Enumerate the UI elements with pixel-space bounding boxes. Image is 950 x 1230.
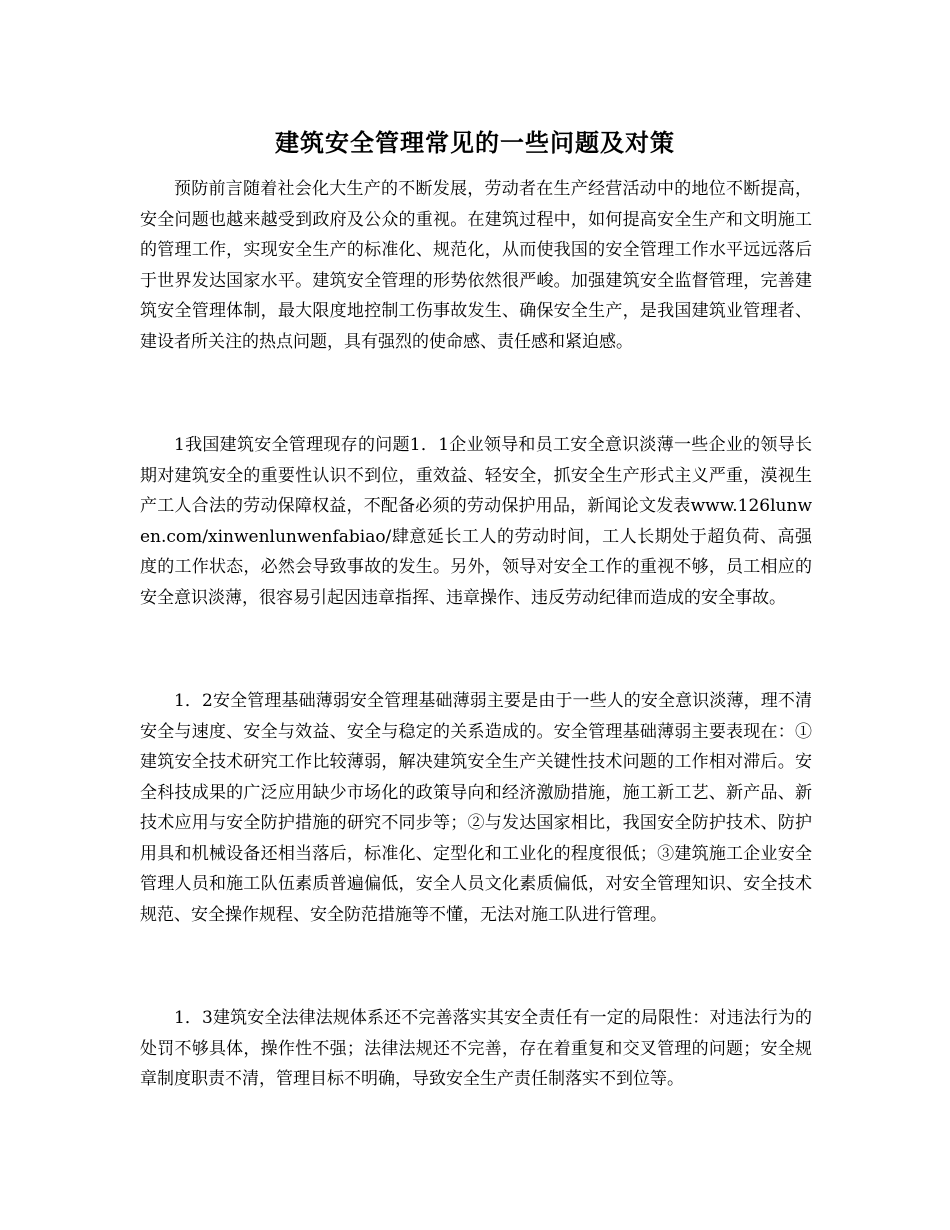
paragraph-section-1-1: 1我国建筑安全管理现存的问题1．1企业领导和员工安全意识淡薄一些企业的领导长期对建筑安全的重要性认识不到位，重效益、轻安全，抓安全生产形式主义严重，漠视生产工人合法的劳动保障权益，不配备必须的劳动保护用品，新闻论文发表www.126lunwen.com/xinwenlunwenfabiao/肆意延长工人的劳动时间，工人长期处于超负荷、高强度的工作状态，必然会导致事故的发生。另外，领导对安全工作的重视不够，员工相应的安全意识淡薄，很容易引起因违章指挥、违章操作、违反劳动纪律而造成的安全事故。: [140, 435, 812, 608]
paragraph-section-1-3: 1．3建筑安全法律法规体系还不完善落实其安全责任有一定的局限性：对违法行为的处罚不够具体，操作性不强；法律法规还不完善，存在着重复和交叉管理的问题；安全规章制度职责不清，管理目标不明确，导致安全生产责任制落实不到位等。: [140, 1008, 812, 1089]
paragraph-section-1-2: 1．2安全管理基础薄弱安全管理基础薄弱主要是由于一些人的安全意识淡薄，理不清安全与速度、安全与效益、安全与稳定的关系造成的。安全管理基础薄弱主要表现在：①建筑安全技术研究工作比较薄弱，解决建筑安全生产关键性技术问题的工作相对滞后。安全科技成果的广泛应用缺少市场化的政策导向和经济激励措施，施工新工艺、新产品、新技术应用与安全防护措施的研究不同步等；②与发达国家相比，我国安全防护技术、防护用具和机械设备还相当落后，标准化、定型化和工业化的程度很低；③建筑施工企业安全管理人员和施工队伍素质普遍偏低，安全人员文化素质偏低，对安全管理知识、安全技术规范、安全操作规程、安全防范措施等不懂，无法对施工队进行管理。: [140, 691, 812, 925]
paragraph-preface: 预防前言随着社会化大生产的不断发展，劳动者在生产经营活动中的地位不断提高，安全问题也越来越受到政府及公众的重视。在建筑过程中，如何提高安全生产和文明施工的管理工作，实现安全生产的标准化、规范化，从而使我国的安全管理工作水平远远落后于世界发达国家水平。建筑安全管理的形势依然很严峻。加强建筑安全监督管理，完善建筑安全管理体制，最大限度地控制工伤事故发生、确保安全生产，是我国建筑业管理者、建设者所关注的热点问题，具有强烈的使命感、责任感和紧迫感。: [140, 179, 812, 352]
document-title: 建筑安全管理常见的一些问题及对策: [275, 128, 675, 158]
